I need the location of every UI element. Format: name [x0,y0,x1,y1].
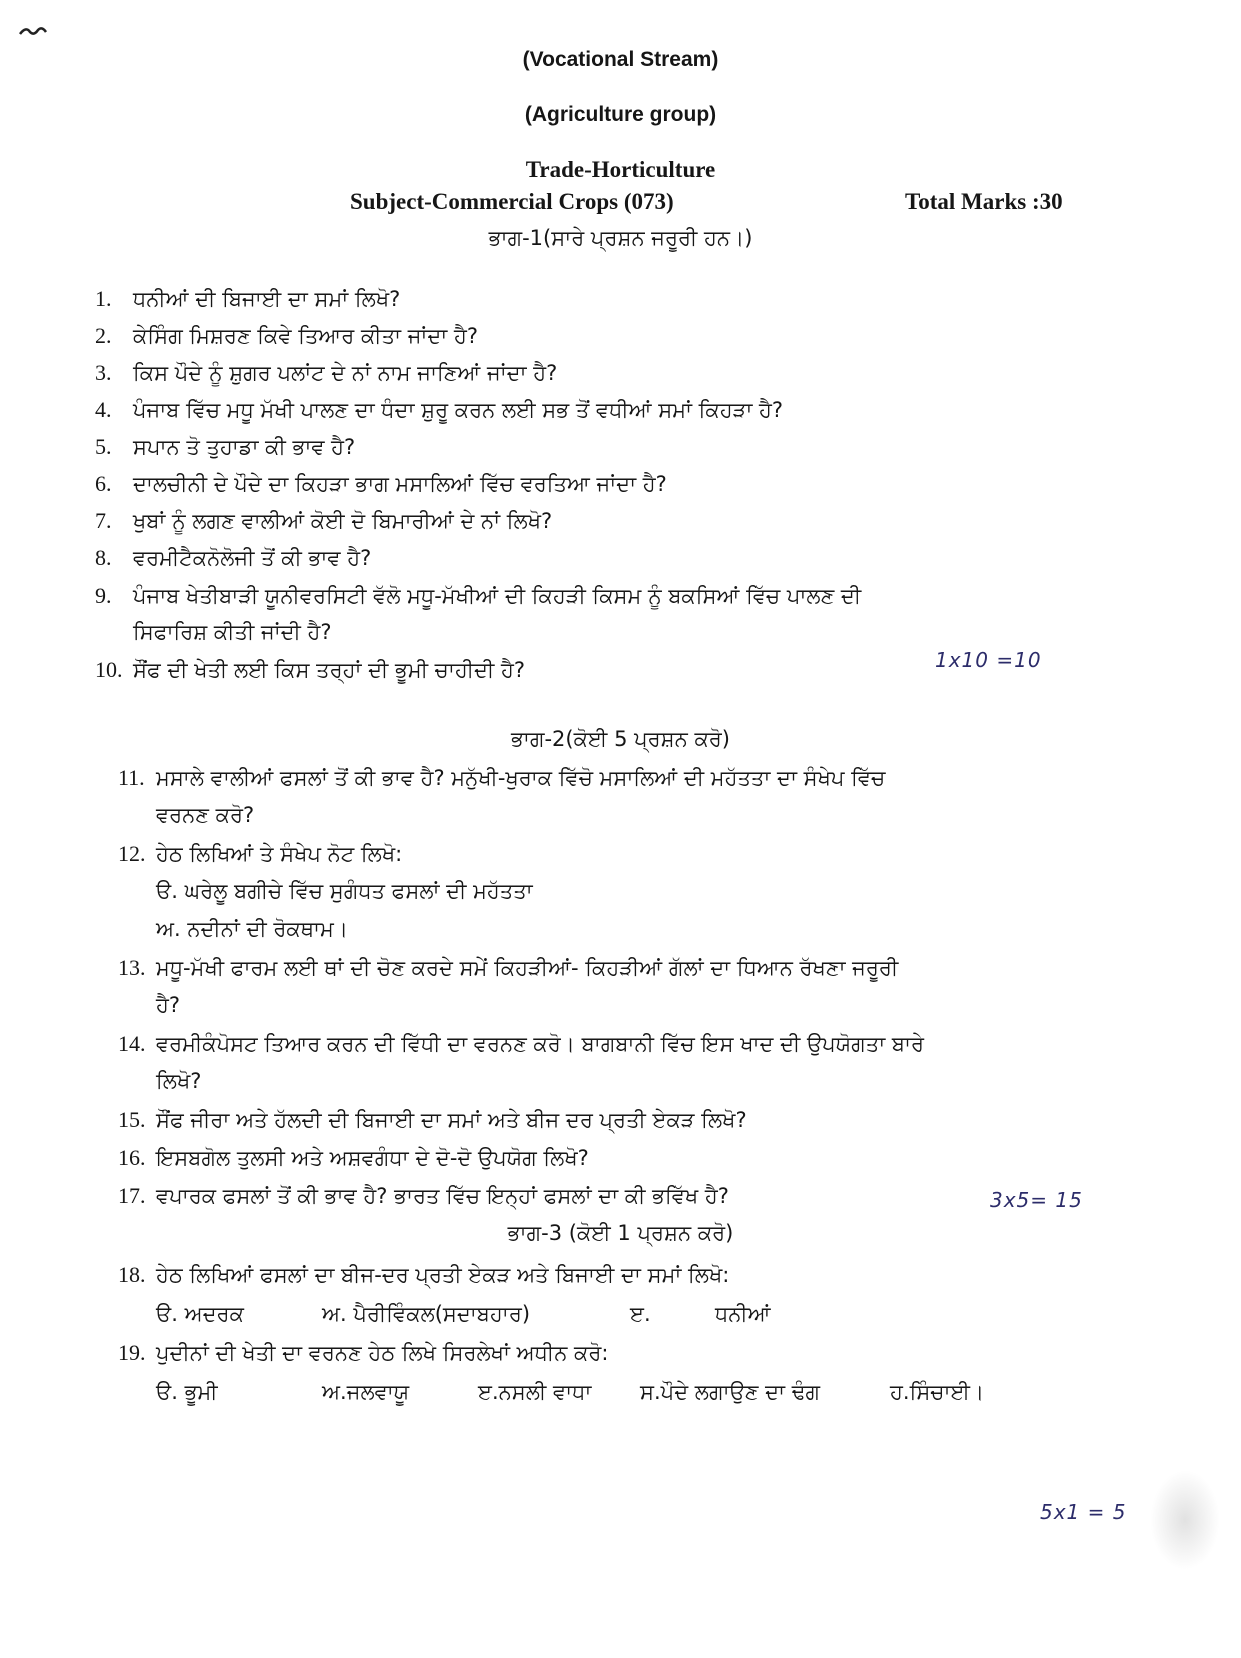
question-18-option-b: ਅ. ਪੈਰੀਵਿੰਕਲ(ਸਦਾਬਹਾਰ) [322,1302,531,1326]
question-19-option-e: ਹ.ਸਿੰਚਾਈ। [890,1380,985,1404]
question-9: 9. ਪੰਜਾਬ ਖੇਤੀਬਾੜੀ ਯੂਨੀਵਰਸਿਟੀ ਵੱਲੋ ਮਧੂ-ਮੱਖੀਆਂ ਦੀ ਕਿਹੜੀ ਕਿਸਮ ਨੂੰ ਬਕਸਿਆਂ ਵਿੱਚ ਪਾਲਣ ਦੀ [95,583,862,608]
part3-marks-note: 5x1 = 5 [1040,1500,1127,1524]
subject-heading: Subject-Commercial Crops (073) [350,189,674,214]
part1-title: ਭਾਗ-1(ਸਾਰੇ ਪ੍ਰਸ਼ਨ ਜਰੂਰੀ ਹਨ।) [488,226,753,250]
question-12-option-b: ਅ. ਨਦੀਨਾਂ ਦੀ ਰੋਕਥਾਮ। [156,917,349,941]
question-2: 2. ਕੇਸਿੰਗ ਮਿਸ਼ਰਣ ਕਿਵੇ ਤਿਆਰ ਕੀਤਾ ਜਾਂਦਾ ਹੈ? [95,323,478,348]
part1-marks-note: 1x10 =10 [935,648,1042,672]
question-4: 4. ਪੰਜਾਬ ਵਿੱਚ ਮਧੂ ਮੱਖੀ ਪਾਲਣ ਦਾ ਧੰਦਾ ਸ਼ੁਰੂ ਕਰਨ ਲਈ ਸਭ ਤੋਂ ਵਧੀਆਂ ਸਮਾਂ ਕਿਹੜਾ ਹੈ? [95,397,784,422]
question-19-option-a: ੳ. ਭੂਮੀ [156,1380,218,1404]
part2-marks-note: 3x5= 15 [990,1188,1083,1212]
question-7: 7. ਖੁਬਾਂ ਨੂੰ ਲਗਣ ਵਾਲੀਆਂ ਕੋਈ ਦੋ ਬਿਮਾਰੀਆਂ ਦੇ ਨਾਂ ਲਿਖੋ? [95,508,553,533]
question-11-continued: ਵਰਨਣ ਕਰੋ? [156,803,255,827]
question-3: 3. ਕਿਸ ਪੌਦੇ ਨੂੰ ਸ਼ੁਗਰ ਪਲਾਂਟ ਦੇ ਨਾਂ ਨਾਮ ਜਾਣਿਆਂ ਜਾਂਦਾ ਹੈ? [95,360,558,385]
question-18-option-c-label: ੲ. [630,1302,651,1326]
question-14: 14. ਵਰਮੀਕੰਪੋਸਟ ਤਿਆਰ ਕਰਨ ਦੀ ਵਿੱਧੀ ਦਾ ਵਰਨਣ ਕਰੋ। ਬਾਗਬਾਨੀ ਵਿੱਚ ਇਸ ਖਾਦ ਦੀ ਉਪਯੋਗਤਾ ਬਾਰੇ [118,1031,925,1056]
question-8: 8. ਵਰਮੀਟੈਕਨੋਲੋਜੀ ਤੋਂ ਕੀ ਭਾਵ ਹੈ? [95,545,372,570]
question-5: 5. ਸਪਾਨ ਤੋ ਤੁਹਾਡਾ ਕੀ ਭਾਵ ਹੈ? [95,434,356,459]
question-15: 15. ਸੌਂਫ ਜੀਰਾ ਅਤੇ ਹੱਲਦੀ ਦੀ ਬਿਜਾਈ ਦਾ ਸਮਾਂ ਅਤੇ ਬੀਜ ਦਰ ਪ੍ਰਤੀ ਏਕੜ ਲਿਖੋ? [118,1107,747,1132]
question-12-option-a: ੳ. ਘਰੇਲੂ ਬਗੀਚੇ ਵਿੱਚ ਸੁਗੰਧਤ ਫਸਲਾਂ ਦੀ ਮਹੱਤਤਾ [156,879,533,903]
question-19-option-d: ਸ.ਪੌਦੇ ਲਗਾਉਣ ਦਾ ਢੰਗ [640,1380,821,1404]
part2-title: ਭਾਗ-2(ਕੋਈ 5 ਪ੍ਰਸ਼ਨ ਕਰੋ) [510,727,731,751]
total-marks: Total Marks :30 [905,189,1063,214]
corner-pen-mark [18,22,48,40]
part3-title: ਭਾਗ-3 (ਕੋਈ 1 ਪ੍ਰਸ਼ਨ ਕਰੋ) [507,1221,734,1245]
question-17: 17. ਵਪਾਰਕ ਫਸਲਾਂ ਤੋਂ ਕੀ ਭਾਵ ਹੈ? ਭਾਰਤ ਵਿੱਚ ਇਨ੍ਹਾਂ ਫਸਲਾਂ ਦਾ ਕੀ ਭਵਿੱਖ ਹੈ? [118,1183,729,1208]
question-10: 10. ਸੌਂਫ ਦੀ ਖੇਤੀ ਲਈ ਕਿਸ ਤਰ੍ਹਾਂ ਦੀ ਭੂਮੀ ਚਾਹੀਦੀ ਹੈ? [95,657,525,682]
question-18-option-a: ੳ. ਅਦਰਕ [156,1302,244,1326]
scan-smudge [1150,1470,1220,1570]
question-11: 11. ਮਸਾਲੇ ਵਾਲੀਆਂ ਫਸਲਾਂ ਤੋਂ ਕੀ ਭਾਵ ਹੈ? ਮਨੁੱਖੀ-ਖੁਰਾਕ ਵਿੱਚੋ ਮਸਾਲਿਆਂ ਦੀ ਮਹੱਤਤਾ ਦਾ ਸੰਖੇਪ ਵਿੱਚ [118,765,886,790]
question-1: 1. ਧਨੀਆਂ ਦੀ ਬਿਜਾਈ ਦਾ ਸਮਾਂ ਲਿਖੋ? [95,286,401,311]
question-6: 6. ਦਾਲਚੀਨੀ ਦੇ ਪੌਦੇ ਦਾ ਕਿਹੜਾ ਭਾਗ ਮਸਾਲਿਆਂ ਵਿੱਚ ਵਰਤਿਆ ਜਾਂਦਾ ਹੈ? [95,471,667,496]
question-12: 12. ਹੇਠ ਲਿਖਿਆਂ ਤੇ ਸੰਖੇਪ ਨੋਟ ਲਿਖੋ: [118,841,403,866]
question-9-continued: ਸਿਫਾਰਿਸ਼ ਕੀਤੀ ਜਾਂਦੀ ਹੈ? [133,620,332,644]
question-13: 13. ਮਧੂ-ਮੱਖੀ ਫਾਰਮ ਲਈ ਥਾਂ ਦੀ ਚੋਣ ਕਰਦੇ ਸਮੇਂ ਕਿਹੜੀਆਂ- ਕਿਹੜੀਆਂ ਗੱਲਾਂ ਦਾ ਧਿਆਨ ਰੱਖਣਾ ਜਰੂਰੀ [118,955,899,980]
question-19-option-c: ੲ.ਨਸਲੀ ਵਾਧਾ [478,1380,592,1404]
stream-heading: (Vocational Stream) [522,48,719,71]
question-19: 19. ਪੁਦੀਨਾਂ ਦੀ ਖੇਤੀ ਦਾ ਵਰਨਣ ਹੇਠ ਲਿਖੇ ਸਿਰਲੇਖਾਂ ਅਧੀਨ ਕਰੋ: [118,1340,609,1365]
question-19-option-b: ਅ.ਜਲਵਾਯੂ [322,1380,410,1404]
question-16: 16. ਇਸਬਗੋਲ ਤੁਲਸੀ ਅਤੇ ਅਸ਼ਵਗੰਧਾ ਦੇ ਦੋ-ਦੋ ਉਪਯੋਗ ਲਿਖੋ? [118,1145,589,1170]
trade-heading: Trade-Horticulture [525,157,716,182]
group-heading: (Agriculture group) [524,103,717,126]
question-14-continued: ਲਿਖੋ? [156,1069,202,1093]
question-13-continued: ਹੈ? [156,993,181,1017]
question-18-option-c: ਧਨੀਆਂ [715,1302,771,1326]
question-18: 18. ਹੇਠ ਲਿਖਿਆਂ ਫਸਲਾਂ ਦਾ ਬੀਜ-ਦਰ ਪ੍ਰਤੀ ਏਕੜ ਅਤੇ ਬਿਜਾਈ ਦਾ ਸਮਾਂ ਲਿਖੋ: [118,1262,730,1287]
